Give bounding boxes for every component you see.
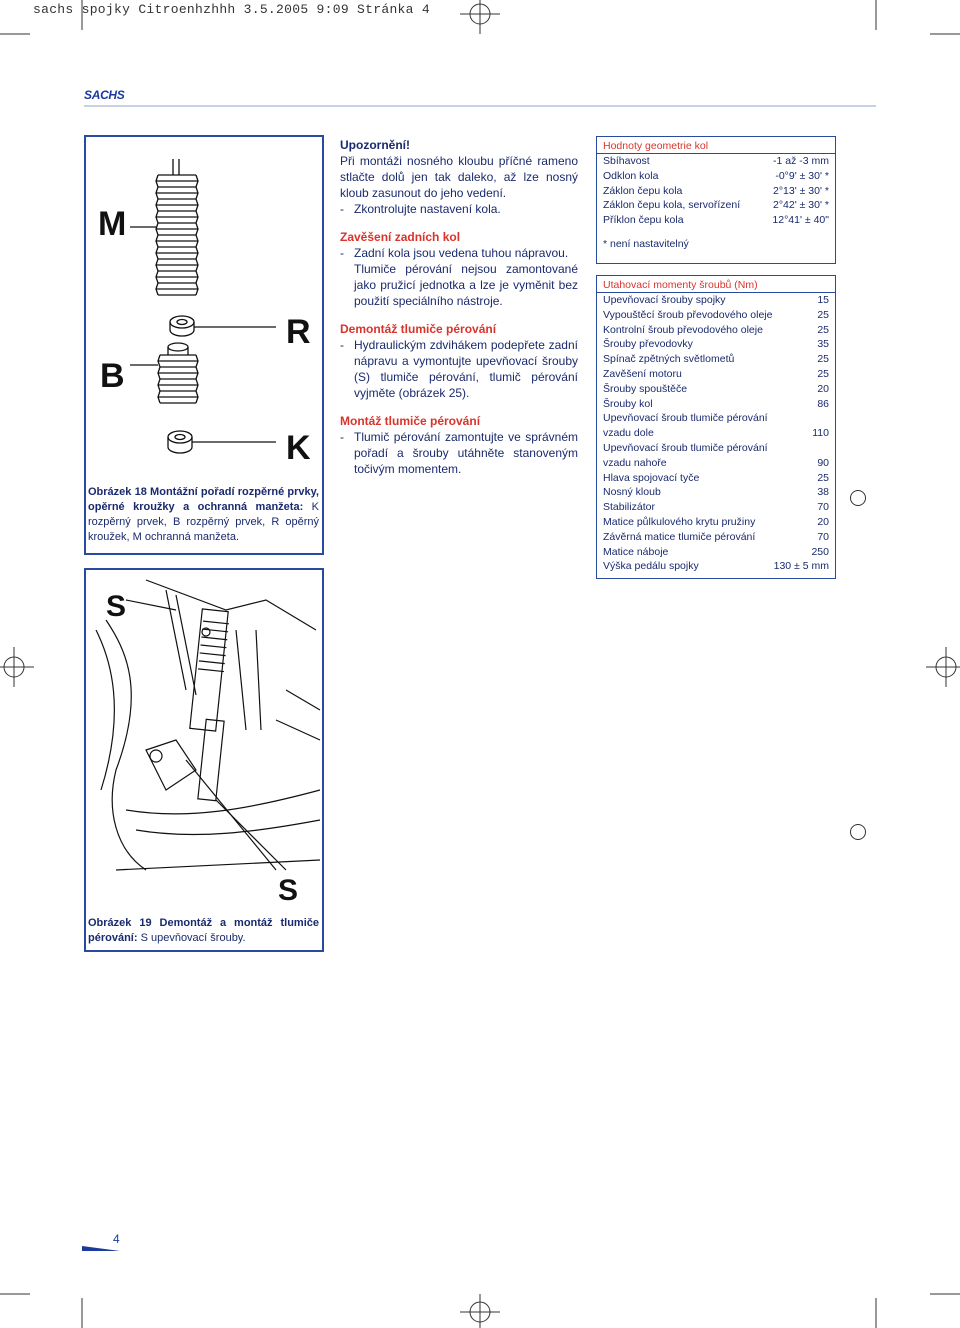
torque-row-label: vzadu nahoře xyxy=(603,456,667,469)
removal-item: - Hydraulickým zdvihákem podepřete zadní nápravu a vymontujte upevňovací šrouby (S) tlumiče pérování, tlumič pérování vyjměte (obrázek 25). xyxy=(340,338,578,400)
label-s-top: S xyxy=(106,590,127,623)
margin-circle-upper xyxy=(850,490,866,506)
torque-row xyxy=(597,382,835,397)
wheel-geometry-row-label: Sbíhavost xyxy=(603,155,650,167)
torque-table xyxy=(596,275,836,579)
print-slug: sachs spojky Citroenhzhhh 3.5.2005 9:09 Stránka 4 xyxy=(33,2,430,17)
brand-logo: SACHS xyxy=(84,88,125,102)
torque-row-label: Upevňovací šrouby spojky xyxy=(603,294,726,306)
torque-row-value: 70 xyxy=(817,530,829,543)
wheel-geometry-row-value: 2°42' ± 30' * xyxy=(772,199,829,212)
torque-row-label: Upevňovací šroub tlumiče pérování xyxy=(603,412,768,425)
figure-18-caption-text: K rozpěrný prvek, B rozpěrný prvek, R opěrný kroužek, M ochranná manžeta. xyxy=(88,501,319,543)
warning-item-text: Zkontrolujte nastavení kola. xyxy=(354,202,501,216)
margin-circle-lower xyxy=(850,824,866,840)
torque-row-value: 250 xyxy=(811,545,829,558)
wheel-geometry-row xyxy=(597,184,835,199)
torque-row-label: Výška pedálu spojky xyxy=(603,560,699,573)
figure-18 xyxy=(84,135,324,555)
torque-row-label: Nosný kloub xyxy=(603,486,661,499)
torque-row-value: 38 xyxy=(817,486,829,499)
torque-row-value: 86 xyxy=(817,397,829,410)
torque-row-value: 130 ± 5 mm xyxy=(773,560,829,573)
torque-row xyxy=(597,485,835,500)
rear-item: - Zadní kola jsou vedena tuhou nápravou. xyxy=(340,246,569,260)
torque-row xyxy=(597,323,835,338)
figure-19-illustration xyxy=(86,570,322,910)
torque-row xyxy=(597,293,835,308)
wheel-geometry-title: Hodnoty geometrie kol xyxy=(603,140,709,152)
page-corner-mark xyxy=(82,1246,122,1252)
torque-row xyxy=(597,441,835,456)
torque-row xyxy=(597,471,835,486)
header-rule xyxy=(84,105,876,107)
wheel-geometry-row-value: -1 až -3 mm xyxy=(772,155,829,167)
rear-text: Tlumiče pérování nejsou zamontované jako pružicí jednotka a lze je vyměnit bez použití speciálního nástroje. xyxy=(354,262,578,308)
figure-19 xyxy=(84,568,324,952)
torque-row xyxy=(597,426,835,441)
torque-row-value: 15 xyxy=(817,294,829,306)
torque-row-value: 90 xyxy=(817,456,829,469)
torque-row-value: 20 xyxy=(817,382,829,395)
torque-row-label: Matice náboje xyxy=(603,545,669,558)
wheel-geometry-row-value: 12°41' ± 40" xyxy=(772,214,829,227)
label-m: M xyxy=(98,205,127,243)
wheel-geometry-row xyxy=(597,198,835,213)
torque-row-label: Vypouštěcí šroub převodového oleje xyxy=(603,308,773,321)
install-item-text: Tlumič pérování zamontujte ve správném pořadí a šrouby utáhněte stanoveným točivým momentem. xyxy=(354,430,578,476)
rear-suspension-heading: Zavěšení zadních kol xyxy=(340,230,461,244)
torque-row-label: Upevňovací šroub tlumiče pérování xyxy=(603,441,768,454)
page-number: 4 xyxy=(113,1232,120,1246)
torque-row-label: Závěrná matice tlumiče pérování xyxy=(603,530,756,543)
wheel-geometry-row-value: 2°13' ± 30' * xyxy=(772,184,829,197)
torque-row xyxy=(597,308,835,323)
figure-19-caption-text: S upevňovací šrouby. xyxy=(140,932,246,944)
label-s-bottom: S xyxy=(278,874,299,907)
torque-row-value: 110 xyxy=(812,427,829,440)
warning-item: - Zkontrolujte nastavení kola. xyxy=(340,202,501,216)
removal-item-text: Hydraulickým zdvihákem podepřete zadní nápravu a vymontujte upevňovací šrouby (S) tlumiče pérování, tlumič pérování vyjměte (obrázek 25). xyxy=(354,338,578,400)
wheel-geometry-row xyxy=(597,213,835,228)
main-text-column xyxy=(340,137,578,477)
torque-row-value: 25 xyxy=(817,471,829,484)
torque-row-value: 25 xyxy=(817,353,829,366)
torque-row-label: Kontrolní šroub převodového oleje xyxy=(603,323,763,336)
torque-row-label: Šrouby spouštěče xyxy=(603,382,688,395)
torque-title: Utahovací momenty šroubů (Nm) xyxy=(603,279,758,291)
install-item: - Tlumič pérování zamontujte ve správném pořadí a šrouby utáhněte stanoveným točivým momentem. xyxy=(340,430,578,476)
torque-row-value: 25 xyxy=(817,308,829,321)
torque-row xyxy=(597,500,835,515)
wheel-geometry-row-label: Záklon čepu kola, servořízení xyxy=(603,199,741,212)
figure-19-caption-title: Obrázek 19 Demontáž a montáž tlumiče pérování: xyxy=(88,917,319,944)
torque-row-label: vzadu dole xyxy=(603,427,654,440)
torque-row xyxy=(597,545,835,560)
label-r: R xyxy=(286,313,311,351)
wheel-geometry-row xyxy=(597,169,835,184)
torque-rows xyxy=(597,293,835,574)
torque-row-value: 35 xyxy=(817,338,829,351)
figure-18-illustration xyxy=(86,137,322,477)
wheel-geometry-table xyxy=(596,136,836,264)
wheel-geometry-row xyxy=(597,154,835,169)
torque-row-value: 25 xyxy=(817,323,829,336)
wheel-geometry-rows xyxy=(597,154,835,228)
wheel-geometry-row-label: Záklon čepu kola xyxy=(603,184,683,197)
torque-row xyxy=(597,530,835,545)
torque-row xyxy=(597,456,835,471)
torque-row xyxy=(597,559,835,574)
torque-row-label: Šrouby převodovky xyxy=(603,338,693,351)
torque-row xyxy=(597,397,835,412)
torque-row xyxy=(597,337,835,352)
install-heading: Montáž tlumiče pérování xyxy=(340,414,481,428)
torque-row xyxy=(597,352,835,367)
figure-18-caption xyxy=(88,485,319,545)
torque-row xyxy=(597,411,835,426)
torque-row-value: 70 xyxy=(817,501,829,514)
warning-heading: Upozornění! xyxy=(340,138,410,152)
wheel-geometry-note: * není nastavitelný xyxy=(603,237,689,250)
torque-row-label: Spínač zpětných světlometů xyxy=(603,353,735,366)
figure-19-caption xyxy=(88,916,319,946)
rear-item-text: Zadní kola jsou vedena tuhou nápravou. xyxy=(354,246,569,260)
wheel-geometry-row-label: Odklon kola xyxy=(603,169,659,182)
torque-row-label: Zavěšení motoru xyxy=(603,367,682,380)
wheel-geometry-row-label: Příklon čepu kola xyxy=(603,214,684,227)
torque-row xyxy=(597,515,835,530)
figure-18-caption-title: Obrázek 18 Montážní pořadí rozpěrné prvky, opěrné kroužky a ochranná manžeta: xyxy=(88,486,319,513)
label-b: B xyxy=(100,357,125,395)
torque-row-value: 20 xyxy=(817,515,829,528)
torque-row-label: Šrouby kol xyxy=(603,397,653,410)
wheel-geometry-row-value: -0°9' ± 30' * xyxy=(775,169,829,182)
removal-heading: Demontáž tlumiče pérování xyxy=(340,322,497,336)
warning-text: Při montáži nosného kloubu příčné rameno stlačte dolů jen tak daleko, až lze nosný kloub zasunout do jeho vedení. xyxy=(340,154,578,200)
torque-row-value: 25 xyxy=(817,367,829,380)
torque-row-label: Hlava spojovací tyče xyxy=(603,471,700,484)
torque-row xyxy=(597,367,835,382)
torque-row-label: Stabilizátor xyxy=(603,501,655,514)
label-k: K xyxy=(286,429,311,467)
torque-row-label: Matice půlkulového krytu pružiny xyxy=(603,515,756,528)
